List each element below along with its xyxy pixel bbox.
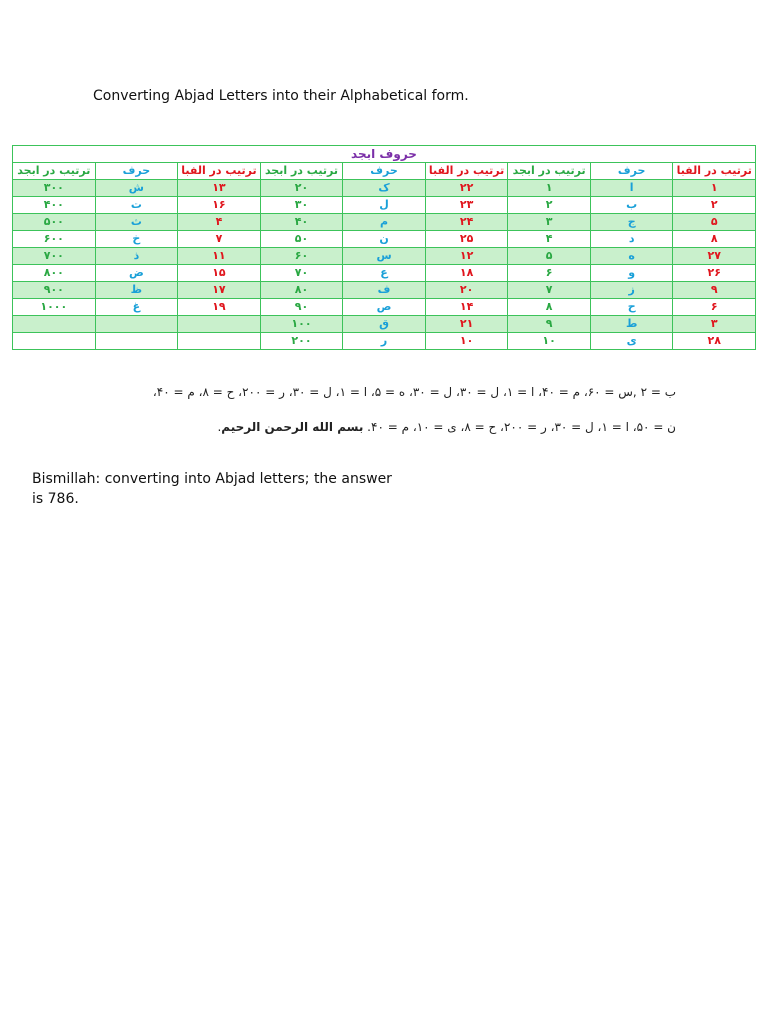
table-cell: ۲۴ — [425, 214, 508, 231]
col-header: ترتیب در الفبا — [673, 163, 756, 180]
table-cell: ز — [590, 282, 673, 299]
table-cell: ۴ — [508, 231, 591, 248]
table-cell: ظ — [95, 282, 178, 299]
table-cell: ع — [343, 265, 426, 282]
table-cell: ۱۳ — [178, 180, 261, 197]
table-cell: ۱۱ — [178, 248, 261, 265]
table-cell: ۹۰ — [260, 299, 343, 316]
col-header: ترتیب در الفبا — [178, 163, 261, 180]
col-header: حرف — [95, 163, 178, 180]
table-cell: ۱۰ — [508, 333, 591, 350]
table-cell: ۷ — [508, 282, 591, 299]
table-cell: ۹۰۰ — [13, 282, 96, 299]
table-cell: ۷۰۰ — [13, 248, 96, 265]
table-cell: ذ — [95, 248, 178, 265]
table-cell: و — [590, 265, 673, 282]
table-cell: ۵۰۰ — [13, 214, 96, 231]
line-2-end: . — [217, 420, 222, 434]
table-cell: ۴۰ — [260, 214, 343, 231]
bismillah-text: بسم الله الرحمن الرحیم — [221, 420, 364, 434]
table-cell: ۱۰۰۰ — [13, 299, 96, 316]
table-cell: ب — [590, 197, 673, 214]
table-cell: ا — [590, 180, 673, 197]
table-row — [13, 333, 756, 350]
col-header: ترتیب در ابجد — [260, 163, 343, 180]
abjad-table — [12, 145, 756, 350]
answer-note: Bismillah: converting into Abjad letters; the answer is 786. — [32, 471, 392, 507]
table-cell: ط — [590, 316, 673, 333]
table-cell: ک — [343, 180, 426, 197]
table-cell: ۲۰۰ — [260, 333, 343, 350]
table-cell: ۸ — [508, 299, 591, 316]
table-cell: ۷ — [178, 231, 261, 248]
table-cell: ۴۰۰ — [13, 197, 96, 214]
table-cell: ۱۰۰ — [260, 316, 343, 333]
table-cell: ۸۰ — [260, 282, 343, 299]
table-cell — [178, 333, 261, 350]
table-cell: ی — [590, 333, 673, 350]
table-row — [13, 180, 756, 197]
table-cell: ۲۰ — [425, 282, 508, 299]
table-cell: ۲۵ — [425, 231, 508, 248]
table-cell: ۸۰۰ — [13, 265, 96, 282]
table-cell: ۹ — [508, 316, 591, 333]
table-cell — [13, 333, 96, 350]
table-cell: ۳۰۰ — [13, 180, 96, 197]
table-cell: ۵۰ — [260, 231, 343, 248]
table-caption: حروف ابجد — [13, 146, 756, 163]
table-cell: ۲۳ — [425, 197, 508, 214]
table-cell: ل — [343, 197, 426, 214]
table-cell: خ — [95, 231, 178, 248]
table-cell: ۱۸ — [425, 265, 508, 282]
col-header: حرف — [590, 163, 673, 180]
table-row — [13, 265, 756, 282]
col-header: حرف — [343, 163, 426, 180]
table-cell: ۳۰ — [260, 197, 343, 214]
table-cell: ۸ — [673, 231, 756, 248]
col-header: ترتیب در ابجد — [508, 163, 591, 180]
table-cell — [178, 316, 261, 333]
table-cell: ق — [343, 316, 426, 333]
table-cell: ۹ — [673, 282, 756, 299]
table-cell — [95, 333, 178, 350]
table-cell: ف — [343, 282, 426, 299]
letter-values-line-2 — [217, 420, 676, 434]
table-cell: ۲ — [508, 197, 591, 214]
table-cell: ح — [590, 299, 673, 316]
table-cell — [13, 316, 96, 333]
table-row — [13, 197, 756, 214]
table-cell: ۵ — [673, 214, 756, 231]
table-cell: ۶ — [508, 265, 591, 282]
table-cell: ۷۰ — [260, 265, 343, 282]
table-row — [13, 248, 756, 265]
page-title: Converting Abjad Letters into their Alphabetical form. — [93, 88, 469, 104]
table-row — [13, 299, 756, 316]
table-cell: ۲۲ — [425, 180, 508, 197]
table-cell: ۱۶ — [178, 197, 261, 214]
table-row — [13, 316, 756, 333]
table-cell: د — [590, 231, 673, 248]
table-cell: ۶۰۰ — [13, 231, 96, 248]
table-cell: ۱۰ — [425, 333, 508, 350]
table-cell: ۲۱ — [425, 316, 508, 333]
table-cell: ۱۲ — [425, 248, 508, 265]
table-row — [13, 282, 756, 299]
col-header: ترتیب در الفبا — [425, 163, 508, 180]
table-cell: ۲۶ — [673, 265, 756, 282]
table-cell: ۳ — [673, 316, 756, 333]
table-cell: ن — [343, 231, 426, 248]
table-cell: ص — [343, 299, 426, 316]
table-cell: ۱ — [673, 180, 756, 197]
table-cell: ۶ — [673, 299, 756, 316]
table-cell: ۱۷ — [178, 282, 261, 299]
table-cell: ۲۸ — [673, 333, 756, 350]
line-2-values: ن = ۵۰، ا = ۱، ل = ۳۰، ر = ۲۰۰، ح = ۸، ی = ۱۰، م = ۴۰. — [363, 420, 676, 434]
table-row — [13, 231, 756, 248]
table-cell: ۱۴ — [425, 299, 508, 316]
table-cell: ۲۷ — [673, 248, 756, 265]
table-cell: ج — [590, 214, 673, 231]
table-cell: ش — [95, 180, 178, 197]
table-cell: ۵ — [508, 248, 591, 265]
header-row — [13, 163, 756, 180]
table-cell: ۳ — [508, 214, 591, 231]
table-cell — [95, 316, 178, 333]
col-header: ترتیب در ابجد — [13, 163, 96, 180]
letter-values-line-1: ب = ۲ ,س = ۶۰، م = ۴۰، ا = ۱، ل = ۳۰، ل = ۳۰، ه = ۵، ا = ۱، ل = ۳۰، ر = ۲۰۰، ح = ۸، م = ۴۰، — [152, 385, 676, 399]
table-cell: ت — [95, 197, 178, 214]
table-cell: ث — [95, 214, 178, 231]
table-cell: ۱۵ — [178, 265, 261, 282]
table-cell: ۶۰ — [260, 248, 343, 265]
table-row — [13, 214, 756, 231]
table-cell: ۲۰ — [260, 180, 343, 197]
table-cell: ۱۹ — [178, 299, 261, 316]
table-cell: ۴ — [178, 214, 261, 231]
table-cell: ۲ — [673, 197, 756, 214]
table-cell: ه — [590, 248, 673, 265]
table-cell: ۱ — [508, 180, 591, 197]
table-cell: ر — [343, 333, 426, 350]
table-cell: ض — [95, 265, 178, 282]
table-cell: م — [343, 214, 426, 231]
table-cell: س — [343, 248, 426, 265]
table-cell: غ — [95, 299, 178, 316]
